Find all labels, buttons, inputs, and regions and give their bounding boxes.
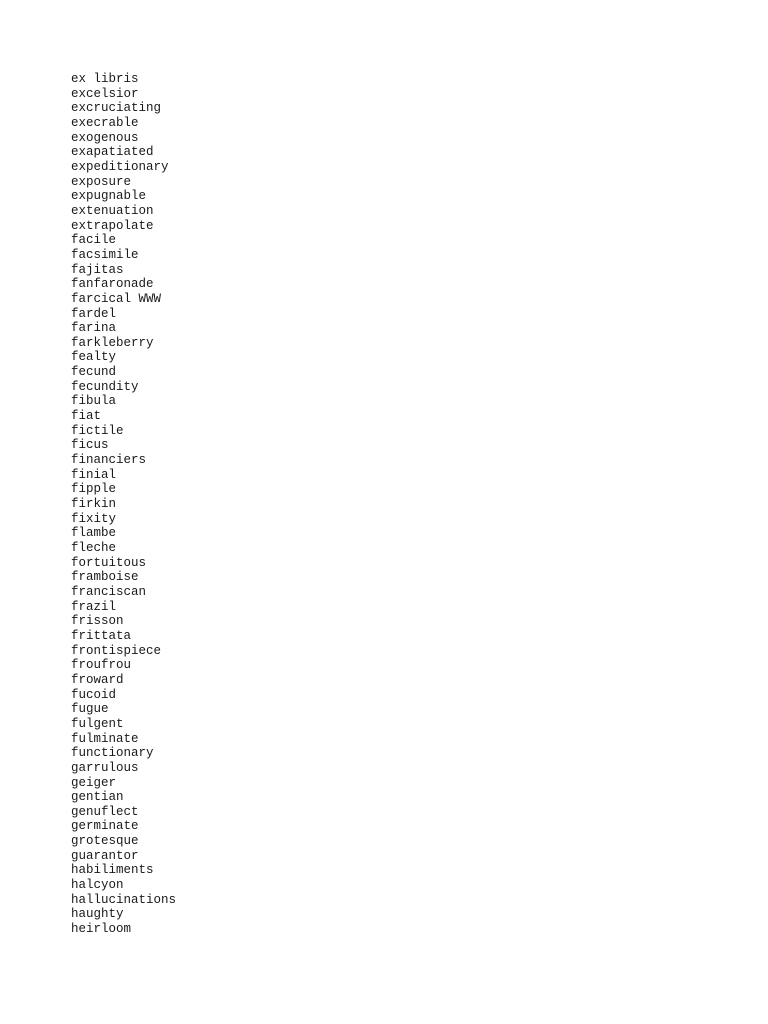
list-item: execrable xyxy=(71,115,139,130)
list-item: froufrou xyxy=(71,658,132,673)
list-item: froward xyxy=(71,672,124,687)
list-item: fibula xyxy=(71,394,117,409)
word-list xyxy=(71,72,176,937)
list-item: guarantor xyxy=(71,848,139,863)
list-item: farina xyxy=(71,321,117,336)
list-item: frazil xyxy=(71,599,117,614)
list-item: heirloom xyxy=(71,922,132,937)
list-item: framboise xyxy=(71,570,139,585)
list-item: fictile xyxy=(71,423,124,438)
list-item: haughty xyxy=(71,907,124,922)
list-item: fanfaronade xyxy=(71,277,154,292)
list-item: fulminate xyxy=(71,731,139,746)
list-item: expeditionary xyxy=(71,159,169,174)
list-item: fardel xyxy=(71,306,117,321)
list-item: fleche xyxy=(71,541,117,555)
list-item: fecund xyxy=(71,365,117,380)
list-item: fipple xyxy=(71,482,117,497)
list-item: fealty xyxy=(71,350,117,365)
list-item: facile xyxy=(71,233,117,248)
list-item: excelsior xyxy=(71,86,139,101)
list-item: fixity xyxy=(71,511,117,526)
list-item: excruciating xyxy=(71,101,162,116)
list-item: fecundity xyxy=(71,379,139,394)
list-item: gentian xyxy=(71,790,124,805)
list-item: franciscan xyxy=(71,584,147,599)
list-item: fugue xyxy=(71,702,109,717)
list-item: garrulous xyxy=(71,760,139,775)
list-item: farcical WWW xyxy=(71,291,162,306)
list-item: flambe xyxy=(71,526,117,541)
list-item: germinate xyxy=(71,819,139,834)
list-item: exapatiated xyxy=(71,145,154,160)
list-item: fajitas xyxy=(71,262,124,277)
list-item: extrapolate xyxy=(71,218,154,233)
list-item: fucoid xyxy=(71,687,117,702)
list-item: functionary xyxy=(71,746,154,761)
list-item: fulgent xyxy=(71,716,124,731)
list-item: hallucinations xyxy=(71,892,177,907)
list-item: habiliments xyxy=(71,863,154,878)
list-item: exposure xyxy=(71,174,132,189)
list-item: genuflect xyxy=(71,804,139,819)
list-item: ficus xyxy=(71,438,109,453)
list-item: finial xyxy=(71,467,117,482)
list-item: expugnable xyxy=(71,189,147,204)
list-item: ex libris xyxy=(71,72,139,86)
list-item: farkleberry xyxy=(71,335,154,350)
list-item: halcyon xyxy=(71,878,124,893)
list-item: financiers xyxy=(71,453,147,468)
list-item: facsimile xyxy=(71,247,139,262)
list-item: geiger xyxy=(71,775,117,790)
list-item: firkin xyxy=(71,497,117,512)
list-item: frontispiece xyxy=(71,643,162,658)
list-item: fiat xyxy=(71,409,102,424)
list-item: fortuitous xyxy=(71,555,147,570)
list-item: frisson xyxy=(71,614,124,629)
list-item: extenuation xyxy=(71,203,154,218)
list-item: exogenous xyxy=(71,130,139,145)
list-item: frittata xyxy=(71,628,132,643)
list-item: grotesque xyxy=(71,834,139,849)
